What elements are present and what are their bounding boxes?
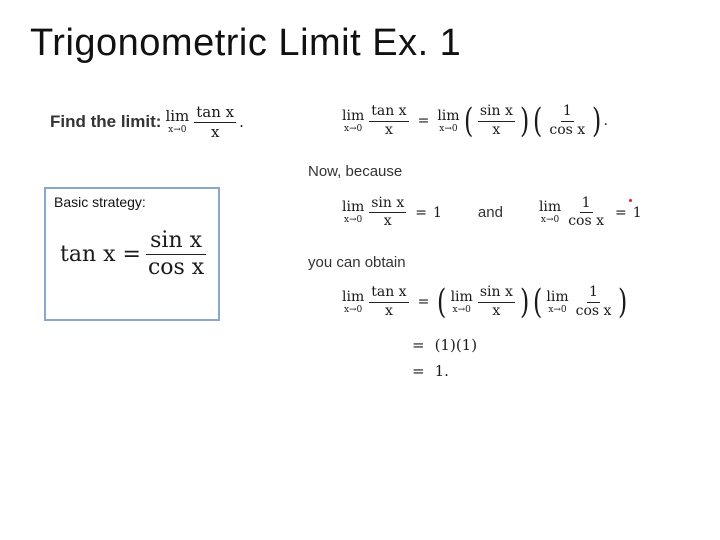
- lim-word: lim: [546, 288, 569, 305]
- solution-line-1: [340, 101, 608, 141]
- find-label: Find the limit:: [50, 112, 162, 131]
- lim-subscript: x→0: [452, 304, 471, 315]
- numerator: tan x: [369, 104, 408, 121]
- equals-sign: =: [412, 362, 425, 380]
- lim-word: lim: [437, 107, 460, 124]
- limit-operator: [546, 290, 568, 315]
- fraction: [194, 104, 236, 140]
- value: 1: [433, 204, 442, 221]
- fraction: [369, 285, 408, 319]
- right-paren: ): [592, 101, 602, 141]
- numerator: 1: [587, 285, 600, 302]
- lim-word: lim: [342, 107, 365, 124]
- lim-subscript: x→0: [548, 304, 567, 315]
- denominator: cos x: [549, 121, 586, 138]
- left-paren: (: [533, 282, 543, 322]
- numerator: sin x: [369, 196, 406, 213]
- value: (1)(1): [434, 336, 478, 354]
- denominator: x: [384, 121, 393, 138]
- denominator: x: [492, 302, 501, 319]
- equals-sign: =: [412, 336, 425, 354]
- lim-word: lim: [165, 107, 190, 125]
- limit-operator: [165, 109, 189, 135]
- numerator: tan x: [369, 285, 408, 302]
- and-text: and: [477, 204, 503, 222]
- numerator: 1: [580, 196, 593, 213]
- numerator: sin x: [478, 104, 515, 121]
- left-paren: (: [533, 101, 543, 141]
- limit-operator: [342, 200, 364, 225]
- left-paren: (: [463, 101, 473, 141]
- basic-strategy-box: [44, 187, 220, 321]
- denominator: cos x: [147, 255, 205, 281]
- period: .: [603, 113, 608, 129]
- lim-subscript: x→0: [168, 125, 187, 135]
- solution-line-5: [412, 362, 449, 380]
- numerator: tan x: [196, 103, 235, 121]
- now-because-text: Now, because: [308, 163, 403, 180]
- equals-sign: =: [415, 204, 427, 221]
- right-paren: ): [519, 101, 530, 141]
- denominator: x: [210, 122, 220, 141]
- limit-operator: [451, 290, 473, 315]
- solution-line-3: [340, 282, 630, 322]
- fraction: [369, 104, 408, 138]
- tan-identity: [60, 229, 211, 280]
- lim-word: lim: [450, 288, 473, 305]
- left-paren: (: [437, 282, 447, 322]
- right-paren: ): [519, 282, 530, 322]
- lim-subscript: x→0: [540, 215, 560, 226]
- lim-word: lim: [342, 288, 365, 305]
- limit-operator: [437, 109, 459, 134]
- equals-sign: =: [417, 113, 430, 129]
- slide-title: Trigonometric Limit Ex. 1: [30, 22, 462, 64]
- lim-subscript: x→0: [343, 215, 363, 226]
- denominator: x: [492, 121, 501, 138]
- limit-operator: [342, 109, 364, 134]
- limit-operator: [342, 290, 364, 315]
- equals-sign: =: [615, 204, 627, 221]
- find-the-limit-statement: [50, 104, 244, 140]
- solution-line-4: [412, 336, 477, 354]
- red-dot-mark: [629, 199, 632, 202]
- denominator: cos x: [575, 302, 612, 319]
- numerator: sin x: [146, 229, 206, 255]
- fraction: [566, 196, 606, 230]
- fraction: [547, 104, 587, 138]
- strategy-label: Basic strategy:: [54, 194, 146, 210]
- denominator: x: [384, 302, 393, 319]
- equals-sign: =: [417, 294, 430, 310]
- lim-word: lim: [538, 199, 562, 216]
- denominator: cos x: [568, 213, 604, 230]
- period: .: [239, 113, 244, 131]
- value: 1: [632, 204, 642, 221]
- solution-line-2: [340, 196, 642, 230]
- lim-subscript: x→0: [343, 304, 363, 315]
- lim-subscript: x→0: [439, 123, 458, 134]
- fraction: [478, 285, 515, 319]
- limit-operator: [539, 200, 561, 225]
- lim-subscript: x→0: [343, 123, 363, 134]
- identity-lhs: tan x =: [60, 242, 141, 268]
- you-can-obtain-text: you can obtain: [308, 254, 406, 271]
- lim-word: lim: [342, 199, 365, 216]
- value: 1.: [434, 362, 449, 380]
- denominator: x: [383, 213, 392, 230]
- fraction: [369, 196, 406, 230]
- numerator: 1: [561, 104, 574, 121]
- fraction: [478, 104, 515, 138]
- numerator: sin x: [478, 285, 515, 302]
- right-paren: ): [618, 282, 628, 322]
- fraction: [574, 285, 614, 319]
- fraction: [144, 229, 208, 280]
